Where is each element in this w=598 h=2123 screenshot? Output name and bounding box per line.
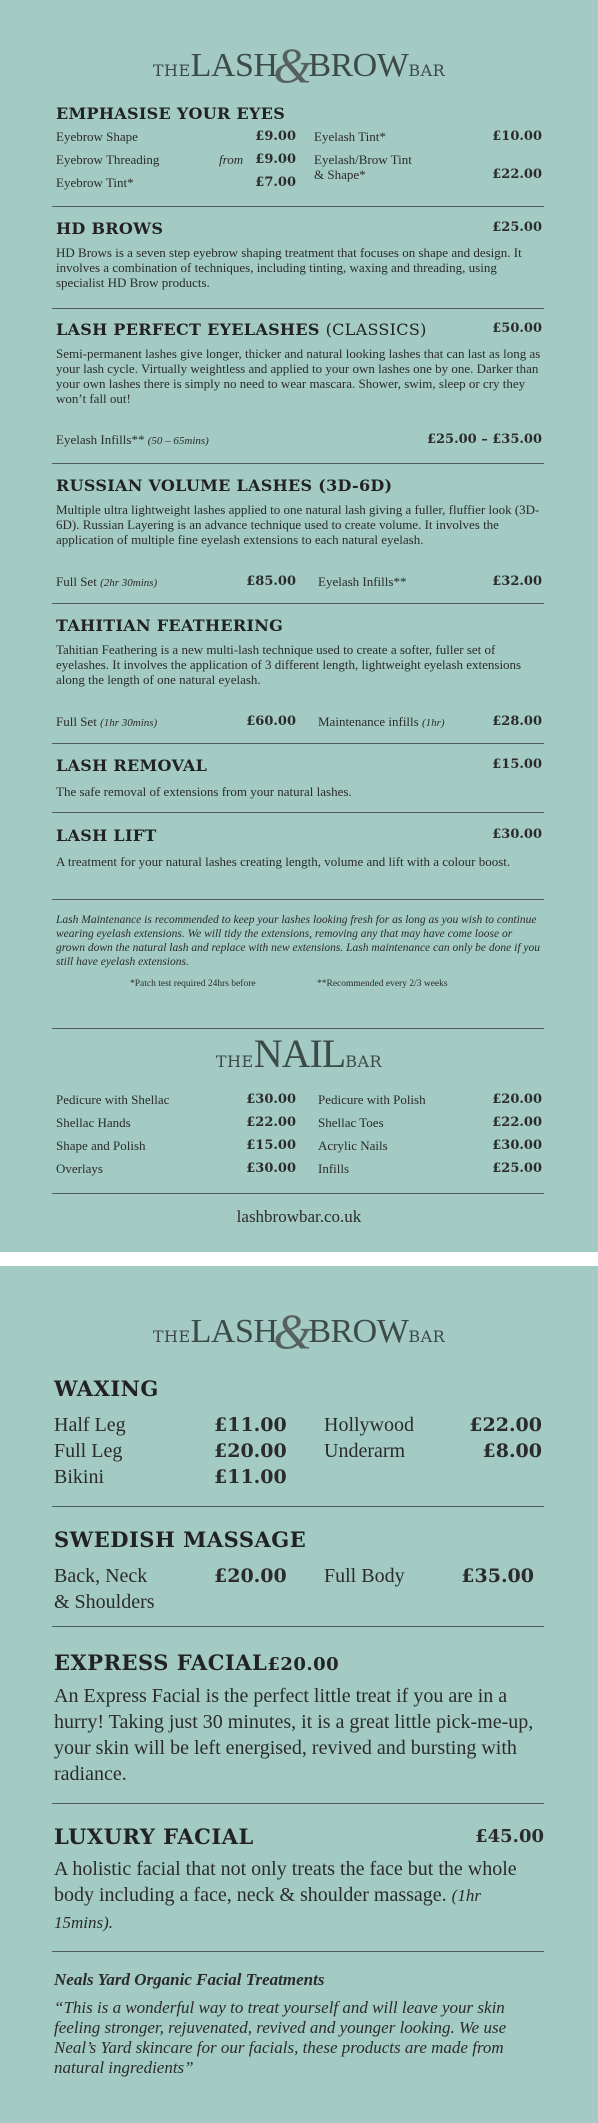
service-price: £25.00: [492, 1161, 542, 1176]
logo-nail: NAIL: [253, 1031, 346, 1076]
website-link[interactable]: lashbrowbar.co.uk: [236, 1207, 362, 1226]
full-set-row: [56, 574, 157, 590]
section-title: EMPHASISE YOUR EYES: [56, 104, 286, 123]
section-price: £30.00: [492, 827, 542, 842]
service-name: Eyebrow Threading: [56, 152, 160, 167]
service-name: Underarm: [324, 1440, 406, 1462]
service-price: £11.00: [214, 1466, 287, 1488]
section-description: A treatment for your natural lashes creating length, volume and lift with a colour boost.: [56, 854, 511, 869]
service-price: £25.00 – £35.00: [426, 432, 542, 447]
section-description: HD Brows is a seven step eyebrow shaping treatment that focuses on shape and design. It involves a combination of techniques, including tinting, waxing and threading, using specialist HD Brow products.: [56, 245, 522, 290]
title-suffix: (CLASSICS): [325, 320, 427, 339]
service-name: Shellac Toes: [318, 1115, 384, 1130]
maintenance-note: Lash Maintenance is recommended to keep your lashes looking fresh for as long as you wish to continue wearing eyelash extensions. We will tidy the extensions, removing any that may have come loose or grown down the natural lash and replace with new extensions. Lash maintenance can only be done if you still have eyelash extensions.: [56, 914, 541, 968]
logo-ampersand: &: [273, 37, 313, 93]
section-title: [56, 320, 542, 339]
divider: [52, 463, 544, 464]
patch-test-note: *Patch test required 24hrs before: [130, 979, 256, 989]
service-price: £28.00: [492, 714, 542, 729]
service-price: £35.00: [461, 1565, 534, 1587]
service-price: £22.00: [492, 1115, 542, 1130]
service-price: £22.00: [469, 1414, 542, 1436]
section-description: [54, 1856, 544, 1936]
logo-lash: LASH: [190, 1313, 278, 1350]
divider: [52, 1506, 544, 1507]
section-title: WAXING: [54, 1376, 159, 1401]
section-title: LASH REMOVAL: [56, 756, 208, 775]
service-name: Hollywood: [324, 1414, 414, 1436]
service-price: £20.00: [214, 1440, 287, 1462]
service-name: Eyebrow Tint*: [56, 175, 134, 190]
service-name: Shellac Hands: [56, 1115, 131, 1130]
price-list-panel-2: [0, 1266, 598, 2123]
section-description: The safe removal of extensions from your natural lashes.: [56, 784, 352, 799]
logo-lash: LASH: [190, 47, 278, 84]
service-price: £9.00: [255, 152, 296, 167]
description-text: A holistic facial that not only treats the face but the whole body including a face, neck & shoulder massage.: [54, 1858, 517, 1906]
service-price: £9.00: [255, 129, 296, 144]
section-title: [54, 1650, 544, 1675]
logo-bar: BAR: [408, 1327, 446, 1346]
service-name-line2: & Shape*: [314, 167, 366, 182]
service-price: £32.00: [492, 574, 542, 589]
full-set-row: [56, 714, 157, 730]
service-price: £7.00: [255, 175, 296, 190]
recommended-note: **Recommended every 2/3 weeks: [317, 979, 448, 989]
service-name: Pedicure with Polish: [318, 1092, 426, 1107]
section-title: LUXURY FACIAL: [54, 1824, 254, 1849]
logo-the: THE: [152, 1327, 191, 1346]
divider: [52, 1951, 544, 1952]
service-name: Maintenance infills: [318, 714, 419, 729]
service-name: Eyelash Infills**: [56, 432, 145, 447]
section-title: SWEDISH MASSAGE: [54, 1527, 307, 1552]
divider: [52, 206, 544, 207]
section-luxury-facial: [54, 1824, 544, 1936]
section-description: An Express Facial is the perfect little treat if you are in a hurry! Taking just 30 minutes, it is a great little pick-me-up, your skin will be left energised, revived and bursting with radiance.: [54, 1685, 534, 1785]
logo-ampersand: &: [273, 1303, 313, 1359]
section-title: HD BROWS: [56, 219, 164, 238]
title-text: EXPRESS FACIAL: [54, 1650, 268, 1675]
service-duration: (1hr): [421, 717, 445, 729]
service-duration: (1hr 30mins): [100, 717, 158, 729]
service-name: Infills: [318, 1161, 350, 1176]
section-price: £50.00: [492, 321, 542, 336]
section-emphasise-eyes: [56, 104, 542, 204]
service-name-line2: & Shoulders: [54, 1591, 155, 1613]
service-name: Back, Neck: [54, 1565, 148, 1587]
service-price: £22.00: [492, 167, 542, 182]
section-waxing: [54, 1376, 544, 1488]
divider: [52, 812, 544, 813]
service-price: £8.00: [482, 1440, 542, 1462]
lash-brow-bar-logo: [0, 30, 598, 93]
section-neals-yard: [54, 1970, 544, 2078]
nail-bar-logo: [0, 1030, 598, 1077]
section-lash-removal: [56, 756, 542, 799]
neals-yard-quote: “This is a wonderful way to treat yourself and will leave your skin feeling stronger, rejuvenated, revived and younger looking. We use Neal’s Yard skincare for our facials, these products are made from natural ingredients”: [54, 1998, 507, 2077]
divider: [52, 603, 544, 604]
service-name: Acrylic Nails: [318, 1138, 388, 1153]
from-label: from: [219, 152, 244, 167]
divider: [52, 308, 544, 309]
service-name: Shape and Polish: [56, 1138, 146, 1153]
divider: [52, 1626, 544, 1627]
divider: [52, 1028, 544, 1029]
service-duration: (1hr 15mins).: [54, 1886, 481, 1932]
maintenance-note-block: [56, 913, 542, 997]
section-price: £45.00: [475, 1826, 544, 1847]
divider: [52, 1193, 544, 1194]
service-name: Pedicure with Shellac: [56, 1092, 170, 1107]
infills-row: [56, 432, 209, 448]
logo-brow: BROW: [308, 1313, 409, 1350]
section-description: Tahitian Feathering is a new multi-lash technique used to create a softer, fuller set of eyelashes. It involves the application of 3 different length, lightweight eyelash extensions along the length of one natural eyelash.: [56, 642, 522, 687]
service-price: £30.00: [246, 1092, 296, 1107]
service-name: Half Leg: [54, 1414, 126, 1436]
service-name: Full Body: [324, 1565, 405, 1587]
divider: [52, 1803, 544, 1804]
section-price: £15.00: [492, 757, 542, 772]
logo-the: THE: [152, 61, 191, 80]
service-price: £60.00: [246, 714, 296, 729]
service-name: Eyelash/Brow Tint: [314, 152, 412, 167]
service-name: Eyelash Tint*: [314, 129, 386, 144]
logo-bar: BAR: [345, 1052, 383, 1071]
section-title: LASH LIFT: [56, 826, 157, 845]
service-name: Full Set: [56, 714, 97, 729]
logo-brow: BROW: [308, 47, 409, 84]
service-name: Overlays: [56, 1161, 103, 1176]
section-express-facial: [54, 1650, 544, 1787]
service-name: Full Set: [56, 574, 97, 589]
service-name: Eyebrow Shape: [56, 129, 138, 144]
service-price: £85.00: [246, 574, 296, 589]
service-name: Bikini: [54, 1466, 105, 1488]
service-price: £20.00: [492, 1092, 542, 1107]
section-hd-brows: [56, 219, 542, 290]
section-swedish-massage: [54, 1527, 544, 1617]
section-nail-prices: [56, 1092, 542, 1178]
service-price: £15.00: [246, 1138, 296, 1153]
service-name: Full Leg: [54, 1440, 123, 1462]
section-title: RUSSIAN VOLUME LASHES (3D-6D): [56, 476, 393, 495]
section-lash-lift: [56, 826, 542, 869]
logo-bar: BAR: [408, 61, 446, 80]
service-duration: (2hr 30mins): [100, 577, 158, 589]
neals-yard-title: Neals Yard Organic Facial Treatments: [54, 1970, 325, 1989]
service-duration: (50 – 65mins): [147, 435, 209, 447]
service-price: £10.00: [492, 129, 542, 144]
section-price: £20.00: [267, 1654, 340, 1675]
section-lash-perfect: [56, 320, 542, 450]
section-description: Semi-permanent lashes give longer, thicker and natural looking lashes that can last as long as your lash cycle. Virtually weightless and applied to your own lashes one by one. Darker than your own lashes there is simply no need to wear mascara. Shower, swim, sleep or cry they won’t fall out!: [56, 346, 541, 406]
divider: [52, 743, 544, 744]
divider: [52, 899, 544, 900]
section-price: £25.00: [492, 220, 542, 235]
service-price: £30.00: [246, 1161, 296, 1176]
section-russian-volume: [56, 476, 542, 588]
section-title: TAHITIAN FEATHERING: [56, 616, 284, 635]
maintenance-row: [318, 714, 445, 730]
service-price: £22.00: [246, 1115, 296, 1130]
section-description: Multiple ultra lightweight lashes applied to one natural lash giving a fuller, fluffier look (3D-6D). Russian Layering is an advance technique used to create volume. It involves the application of multiple fine eyelash extensions to each natural eyelash.: [56, 502, 540, 547]
section-tahitian-feathering: [56, 616, 542, 732]
logo-the: THE: [215, 1052, 254, 1071]
service-price: £20.00: [214, 1565, 287, 1587]
service-price: £11.00: [214, 1414, 287, 1436]
lash-brow-bar-logo: [0, 1296, 598, 1359]
title-text: LASH PERFECT EYELASHES: [56, 320, 320, 339]
service-name: Eyelash Infills**: [318, 574, 407, 589]
service-price: £30.00: [492, 1138, 542, 1153]
